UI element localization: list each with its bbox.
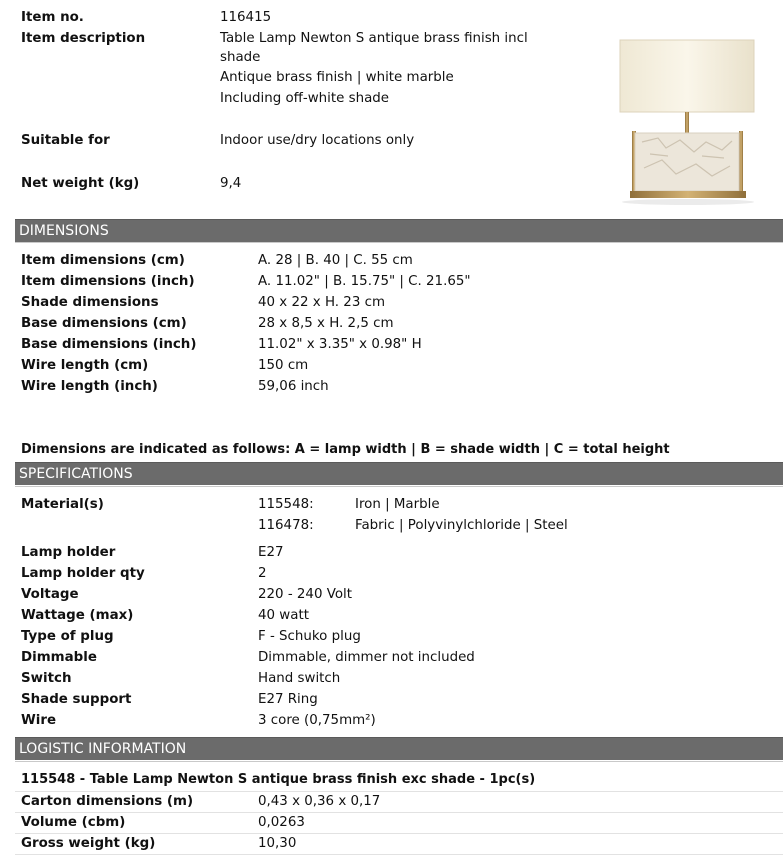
logistic-header-bar <box>15 737 783 760</box>
dimension-value: 11.02" x 3.35" x 0.98" H <box>258 337 422 352</box>
spec-value: 40 watt <box>258 608 309 623</box>
net-weight-label: Net weight (kg) <box>21 176 140 191</box>
dimension-label: Wire length (cm) <box>21 358 149 373</box>
specifications-title: SPECIFICATIONS <box>19 466 133 482</box>
logistic-label: Volume (cbm) <box>21 815 126 830</box>
spec-value: Hand switch <box>258 671 341 686</box>
section-divider <box>15 242 783 243</box>
item-no-value: 116415 <box>220 10 272 25</box>
section-divider <box>15 854 783 855</box>
item-description-line: shade <box>220 50 261 65</box>
dimension-label: Base dimensions (inch) <box>21 337 197 352</box>
spec-label: Wire <box>21 713 57 728</box>
item-description-line: Antique brass finish | white marble <box>220 70 454 85</box>
section-divider <box>15 791 783 792</box>
material-desc: Fabric | Polyvinylchloride | Steel <box>355 518 568 533</box>
spec-label: Wattage (max) <box>21 608 134 623</box>
spec-value: E27 Ring <box>258 692 318 707</box>
dimensions-title: DIMENSIONS <box>19 223 109 239</box>
lamp-marble-block <box>635 133 739 191</box>
logistic-value: 10,30 <box>258 836 297 851</box>
spec-value: 2 <box>258 566 267 581</box>
lamp-shadow <box>622 199 754 205</box>
dimension-value: 40 x 22 x H. 23 cm <box>258 295 386 310</box>
lamp-base <box>630 191 746 198</box>
dimension-value: 150 cm <box>258 358 309 373</box>
section-divider <box>15 812 783 813</box>
material-code: 115548: <box>258 497 314 512</box>
section-divider <box>15 486 783 487</box>
logistic-value: 0,0263 <box>258 815 305 830</box>
materials-label: Material(s) <box>21 497 104 512</box>
suitable-for-label: Suitable for <box>21 133 110 148</box>
material-code: 116478: <box>258 518 314 533</box>
spec-label: Type of plug <box>21 629 114 644</box>
dimension-value: A. 28 | B. 40 | C. 55 cm <box>258 253 413 268</box>
product-image <box>606 30 770 210</box>
item-no-label: Item no. <box>21 10 84 25</box>
lamp-frame-right <box>739 131 743 196</box>
spec-value: F - Schuko plug <box>258 629 361 644</box>
section-divider <box>15 761 783 762</box>
material-desc: Iron | Marble <box>355 497 440 512</box>
spec-value: 3 core (0,75mm²) <box>258 713 376 728</box>
dimension-label: Item dimensions (cm) <box>21 253 185 268</box>
spec-label: Shade support <box>21 692 132 707</box>
item-description-line: Table Lamp Newton S antique brass finish incl <box>220 31 528 46</box>
lamp-shade <box>620 40 754 112</box>
dimension-label: Wire length (inch) <box>21 379 158 394</box>
spec-label: Switch <box>21 671 72 686</box>
suitable-for-value: Indoor use/dry locations only <box>220 133 415 148</box>
logistic-label: Gross weight (kg) <box>21 836 156 851</box>
logistic-subtitle: 115548 - Table Lamp Newton S antique brass finish exc shade - 1pc(s) <box>21 772 536 787</box>
spec-value: 220 - 240 Volt <box>258 587 353 602</box>
logistic-value: 0,43 x 0,36 x 0,17 <box>258 794 381 809</box>
spec-label: Voltage <box>21 587 79 602</box>
dimensions-note: Dimensions are indicated as follows: A = lamp width | B = shade width | C = total height <box>21 442 670 457</box>
dimension-value: 28 x 8,5 x H. 2,5 cm <box>258 316 394 331</box>
dimension-label: Item dimensions (inch) <box>21 274 195 289</box>
item-description-line: Including off-white shade <box>220 91 390 106</box>
dimension-label: Base dimensions (cm) <box>21 316 187 331</box>
section-divider <box>15 833 783 834</box>
specifications-header-bar <box>15 462 783 485</box>
spec-label: Dimmable <box>21 650 97 665</box>
net-weight-value: 9,4 <box>220 176 242 191</box>
spec-value: E27 <box>258 545 284 560</box>
item-description-label: Item description <box>21 31 146 46</box>
spec-value: Dimmable, dimmer not included <box>258 650 475 665</box>
lamp-stem <box>685 112 689 136</box>
dimension-value: 59,06 inch <box>258 379 329 394</box>
spec-label: Lamp holder <box>21 545 116 560</box>
dimensions-header-bar <box>15 219 783 242</box>
logistic-label: Carton dimensions (m) <box>21 794 194 809</box>
logistic-title: LOGISTIC INFORMATION <box>19 741 187 757</box>
dimension-value: A. 11.02" | B. 15.75" | C. 21.65" <box>258 274 471 289</box>
spec-label: Lamp holder qty <box>21 566 145 581</box>
dimension-label: Shade dimensions <box>21 295 159 310</box>
